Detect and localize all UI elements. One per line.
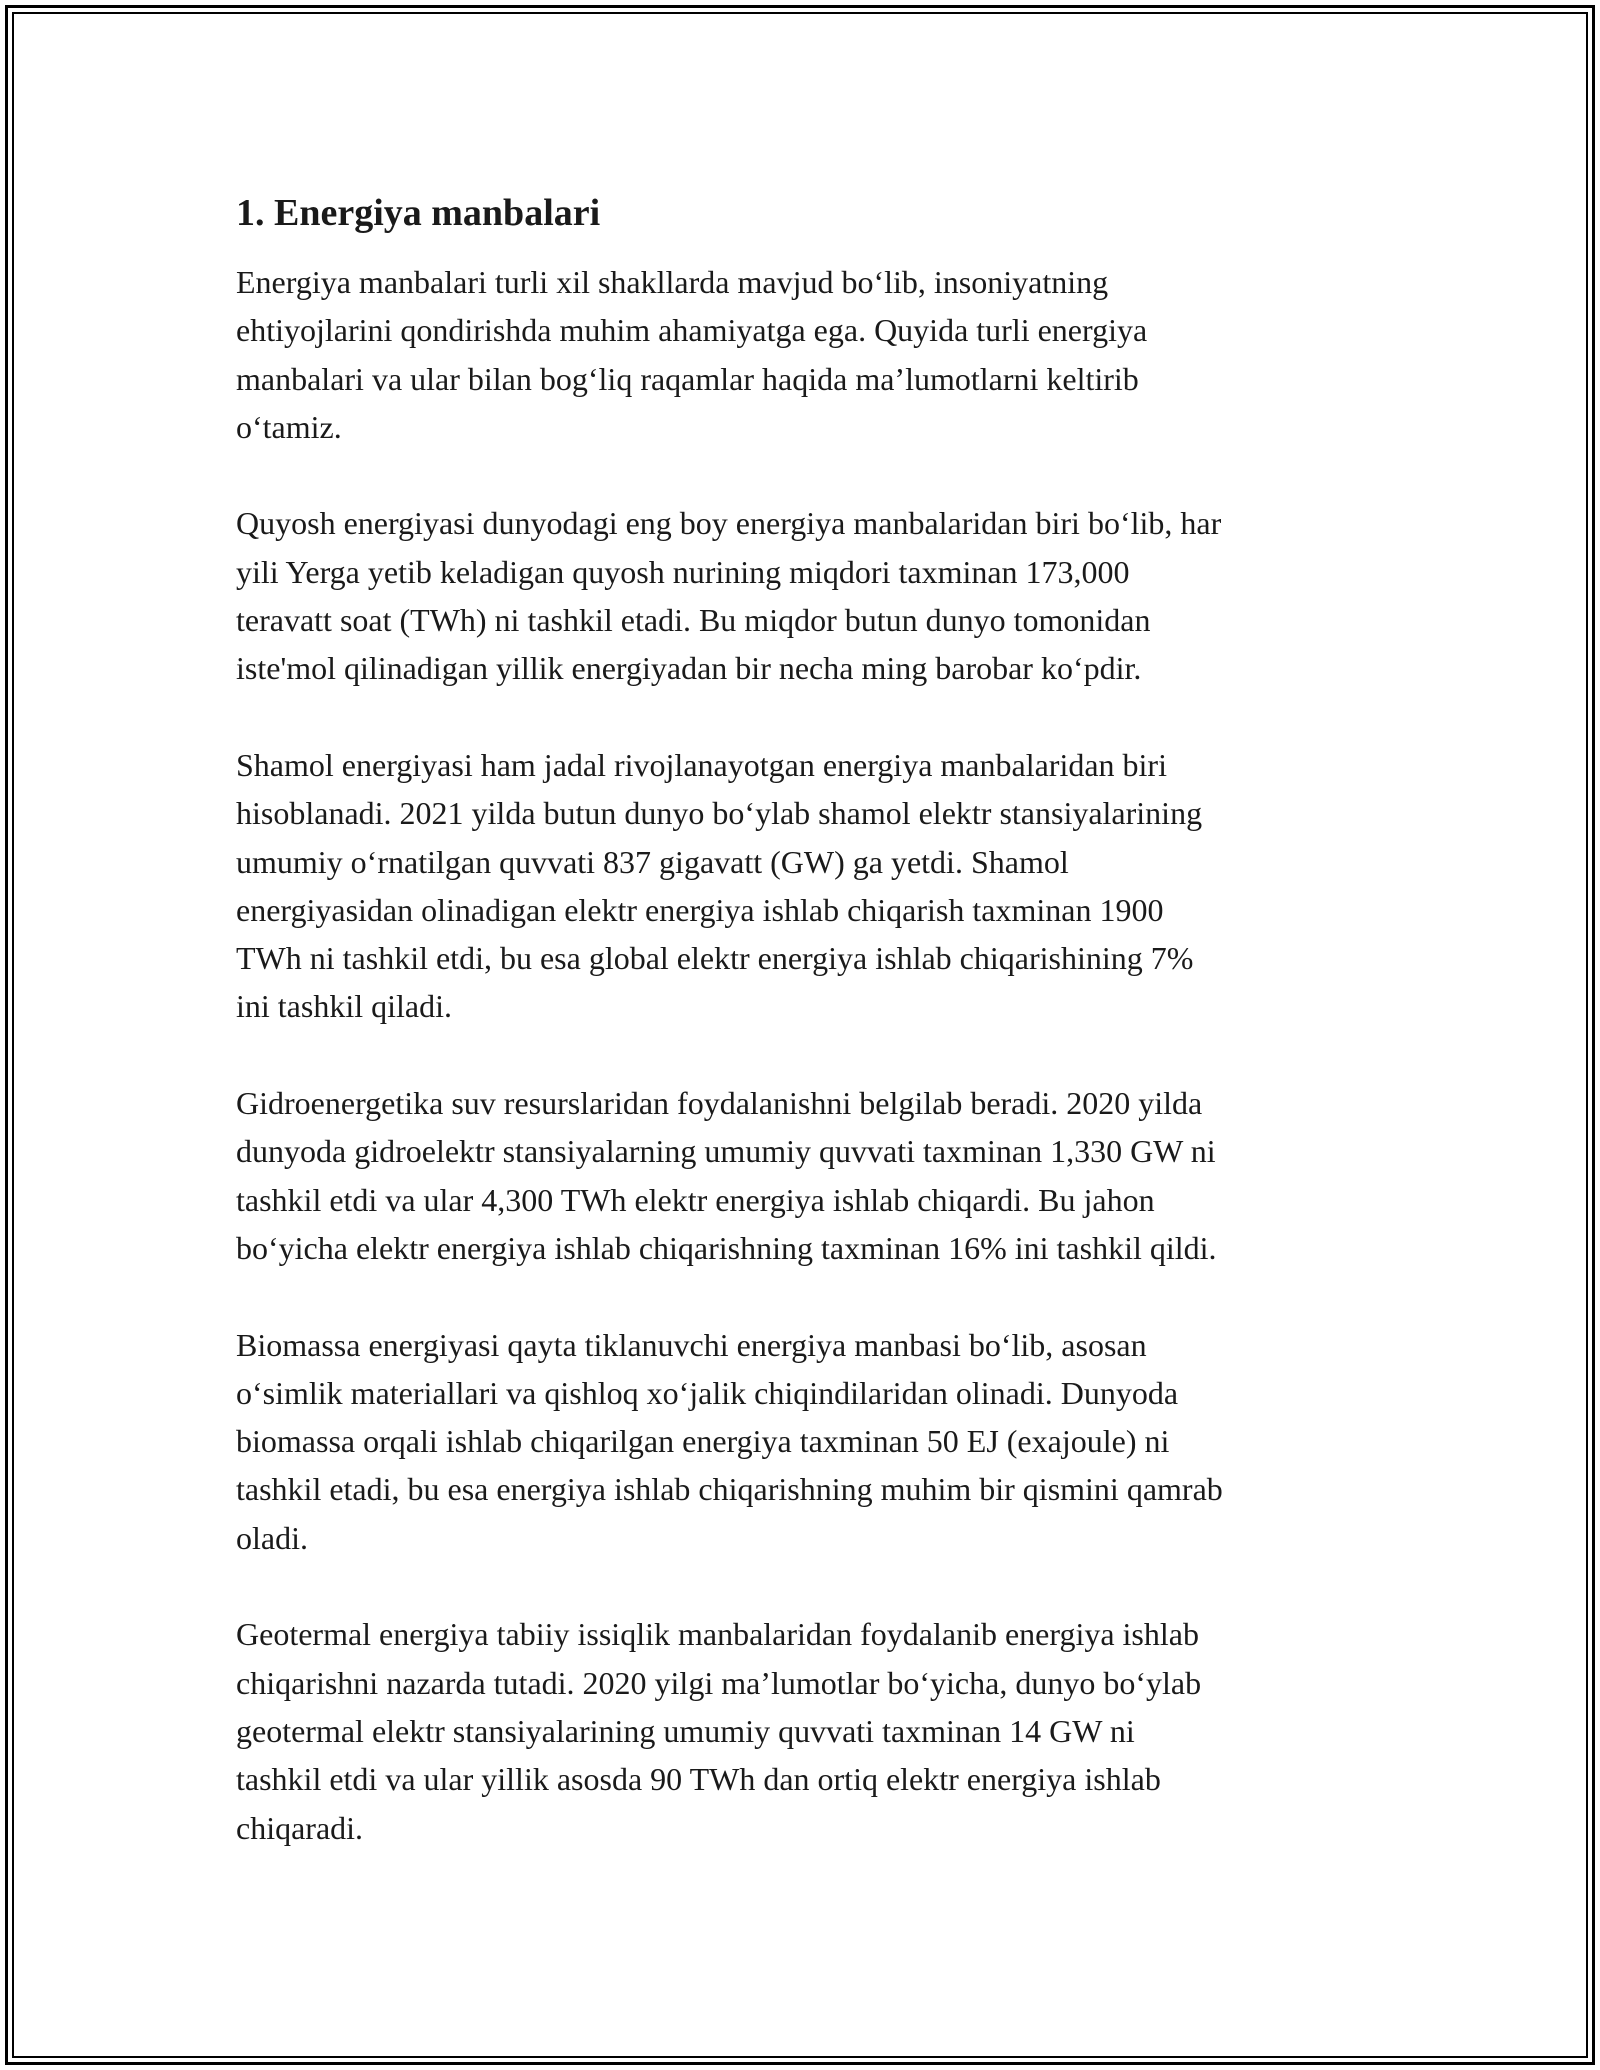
text-line: bo‘yicha elektr energiya ishlab chiqarishning taxminan 16% ini tashkil qildi. xyxy=(236,1229,1217,1266)
text-line: tashkil etdi va ular yillik asosda 90 TWh dan ortiq elektr energiya ishlab xyxy=(236,1761,1161,1798)
text-line: o‘tamiz. xyxy=(236,408,342,445)
text-line: hisoblanadi. 2021 yilda butun dunyo bo‘ylab shamol elektr stansiyalarining xyxy=(236,795,1203,832)
text-line: Quyosh energiyasi dunyodagi eng boy energiya manbalaridan biri bo‘lib, har xyxy=(236,505,1222,542)
text-line: Energiya manbalari turli xil shakllarda mavjud bo‘lib, insoniyatning xyxy=(236,264,1109,300)
text-line: tashkil etdi va ular 4,300 TWh elektr energiya ishlab chiqardi. Bu jahon xyxy=(236,1181,1155,1218)
text-line: chiqarishni nazarda tutadi. 2020 yilgi ma’lumotlar bo‘yicha, dunyo bo‘ylab xyxy=(236,1664,1202,1701)
text-line: manbalari va ular bilan bog‘liq raqamlar haqida ma’lumotlarni keltirib xyxy=(236,360,1139,397)
paragraph-geothermal xyxy=(236,1610,1386,1851)
text-line: geotermal elektr stansiyalarining umumiy quvvati taxminan 14 GW ni xyxy=(236,1712,1135,1749)
paragraph-list xyxy=(236,258,1386,1852)
text-line: Shamol energiyasi ham jadal rivojlanayotgan energiya manbalaridan biri xyxy=(236,746,1167,783)
text-line: TWh ni tashkil etdi, bu esa global elektr energiya ishlab chiqarishining 7% xyxy=(236,940,1194,977)
text-line: Geotermal energiya tabiiy issiqlik manbalaridan foydalanib energiya ishlab xyxy=(236,1616,1199,1653)
text-line: teravatt soat (TWh) ni tashkil etadi. Bu miqdor butun dunyo tomonidan xyxy=(236,602,1151,639)
text-line: energiyasidan olinadigan elektr energiya ishlab chiqarish taxminan 1900 xyxy=(236,891,1164,928)
text-line: chiqaradi. xyxy=(236,1809,364,1846)
text-line: umumiy o‘rnatilgan quvvati 837 gigavatt (GW) ga yetdi. Shamol xyxy=(236,843,1069,880)
text-line: Biomassa energiyasi qayta tiklanuvchi energiya manbasi bo‘lib, asosan xyxy=(236,1326,1147,1363)
paragraph-solar xyxy=(236,499,1386,692)
text-line: ini tashkil qiladi. xyxy=(236,988,452,1025)
text-line: oladi. xyxy=(236,1519,308,1556)
text-line: o‘simlik materiallari va qishloq xo‘jalik chiqindilaridan olinadi. Dunyoda xyxy=(236,1374,1179,1411)
text-line: yili Yerga yetib keladigan quyosh nurining miqdori taxminan 173,000 xyxy=(236,553,1130,590)
paragraph-intro xyxy=(236,258,1386,451)
paragraph-wind xyxy=(236,741,1386,1031)
text-line: dunyoda gidroelektr stansiyalarning umumiy quvvati taxminan 1,330 GW ni xyxy=(236,1133,1216,1170)
section-title: 1. Energiya manbalari xyxy=(236,192,601,234)
text-line: tashkil etadi, bu esa energiya ishlab chiqarishning muhim bir qismini qamrab xyxy=(236,1471,1223,1508)
paragraph-hydro xyxy=(236,1079,1386,1272)
document-body xyxy=(236,188,1386,1900)
text-line: ehtiyojlarini qondirishda muhim ahamiyatga ega. Quyida turli energiya xyxy=(236,312,1148,349)
text-line: biomassa orqali ishlab chiqarilgan energiya taxminan 50 EJ (exajoule) ni xyxy=(236,1423,1170,1460)
paragraph-biomass xyxy=(236,1321,1386,1562)
text-line: Gidroenergetika suv resurslaridan foydalanishni belgilab beradi. 2020 yilda xyxy=(236,1085,1203,1122)
text-line: iste'mol qilinadigan yillik energiyadan bir necha ming barobar ko‘pdir. xyxy=(236,650,1142,687)
